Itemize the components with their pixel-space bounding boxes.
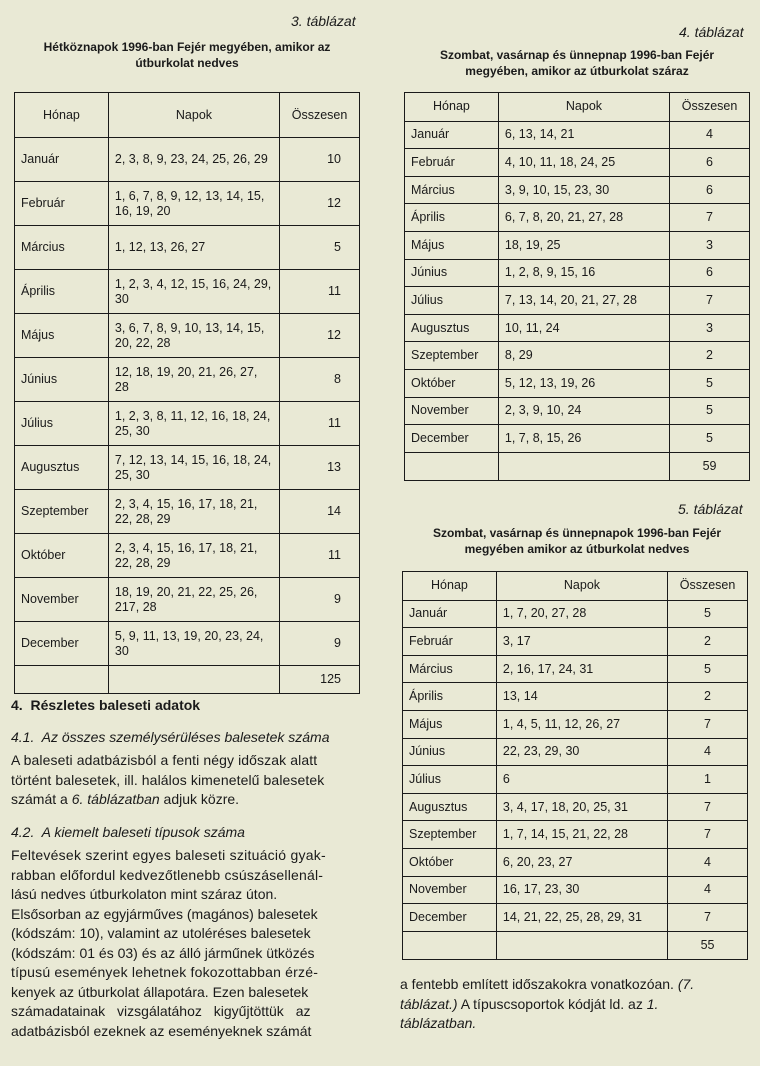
days-cell: 1, 6, 7, 8, 9, 12, 13, 14, 15, 16, 19, 20	[108, 182, 279, 226]
days-cell: 1, 12, 13, 26, 27	[108, 226, 279, 270]
table-reference: (7.	[677, 976, 695, 992]
section-heading: 4. Részletes baleseti adatok	[11, 697, 201, 713]
days-cell: 5, 12, 13, 19, 26	[498, 369, 669, 397]
table-row	[405, 397, 750, 425]
total-cell: 1	[668, 766, 748, 794]
total-cell: 7	[668, 821, 748, 849]
table3-title-line1: Hétköznapok 1996-ban Fejér megyében, amikor az	[43, 40, 331, 54]
column-header: Hónap	[403, 572, 497, 601]
table5	[402, 571, 748, 960]
month-cell: Október	[403, 848, 497, 876]
total-cell: 9	[280, 578, 360, 622]
month-cell: Október	[15, 534, 109, 578]
days-cell: 14, 21, 22, 25, 28, 29, 31	[496, 904, 667, 932]
days-cell: 22, 23, 29, 30	[496, 738, 667, 766]
empty-cell	[15, 666, 109, 694]
grand-total-cell: 59	[670, 452, 750, 480]
month-cell: December	[405, 425, 499, 453]
table-row	[405, 342, 750, 370]
empty-cell	[108, 666, 279, 694]
table5-title-line1: Szombat, vasárnap és ünnepnapok 1996-ban Fejér	[432, 526, 722, 540]
para-line: Feltevések szerint egyes baleseti szituáció gyak-	[11, 847, 326, 863]
table5-title	[404, 525, 750, 557]
table-row	[15, 446, 360, 490]
days-cell: 6, 7, 8, 20, 21, 27, 28	[498, 204, 669, 232]
table-row	[403, 821, 748, 849]
table-row	[15, 314, 360, 358]
table-row	[403, 793, 748, 821]
para-line: számadatainak vizsgálatához kigyűjtöttük az	[11, 1003, 311, 1019]
table-row	[405, 149, 750, 177]
month-cell: December	[15, 622, 109, 666]
month-cell: Május	[15, 314, 109, 358]
total-cell: 4	[670, 121, 750, 149]
month-cell: Április	[405, 204, 499, 232]
table3	[14, 92, 360, 694]
days-cell: 12, 18, 19, 20, 21, 26, 27, 28	[108, 358, 279, 402]
month-cell: Szeptember	[405, 342, 499, 370]
month-cell: December	[403, 904, 497, 932]
table-reference: 6. táblázatban	[71, 791, 160, 807]
para-line: Elsősorban az egyjárműves (magános) balesetek	[11, 905, 318, 922]
month-cell: Szeptember	[403, 821, 497, 849]
total-cell: 7	[668, 793, 748, 821]
grand-total-cell: 55	[668, 931, 748, 959]
total-cell: 14	[280, 490, 360, 534]
para-text: adjuk közre.	[159, 791, 240, 807]
para-line	[11, 790, 359, 810]
table5-label: 5. táblázat	[678, 501, 743, 517]
table-row	[15, 138, 360, 182]
days-cell: 18, 19, 25	[498, 231, 669, 259]
month-cell: Május	[403, 710, 497, 738]
table4-title	[404, 47, 750, 79]
para-line: (kódszám: 01 és 03) és az álló járműnek ütközés	[11, 944, 315, 961]
total-cell: 4	[668, 848, 748, 876]
empty-cell	[405, 452, 499, 480]
month-cell: Január	[405, 121, 499, 149]
days-cell: 1, 7, 20, 27, 28	[496, 600, 667, 628]
column-header: Összesen	[280, 93, 360, 138]
month-cell: Július	[405, 287, 499, 315]
table-row	[15, 226, 360, 270]
month-cell: Április	[403, 683, 497, 711]
para-line	[400, 975, 752, 995]
empty-cell	[403, 931, 497, 959]
month-cell: November	[15, 578, 109, 622]
total-cell: 6	[670, 259, 750, 287]
table4-title-line1: Szombat, vasárnap és ünnepnap 1996-ban Fejér	[439, 48, 715, 62]
total-cell: 7	[668, 904, 748, 932]
days-cell: 1, 7, 14, 15, 21, 22, 28	[496, 821, 667, 849]
table3-title	[14, 39, 360, 71]
month-cell: Március	[405, 176, 499, 204]
table-total-row	[405, 452, 750, 480]
total-cell: 10	[280, 138, 360, 182]
para-line: típusú események lehetnek fokozottabban érzé-	[11, 964, 319, 980]
days-cell: 8, 29	[498, 342, 669, 370]
table4-title-line2: megyében, amikor az útburkolat száraz	[465, 64, 689, 78]
table-row	[403, 738, 748, 766]
table-row	[403, 600, 748, 628]
total-cell: 12	[280, 314, 360, 358]
days-cell: 1, 2, 3, 4, 12, 15, 16, 24, 29, 30	[108, 270, 279, 314]
para-line: rabban előfordul kedvezőtlenebb csúszásellenál-	[11, 866, 324, 883]
table-row	[403, 655, 748, 683]
table-row	[405, 231, 750, 259]
column-header: Napok	[498, 93, 669, 122]
total-cell: 13	[280, 446, 360, 490]
total-cell: 7	[670, 287, 750, 315]
total-cell: 5	[670, 397, 750, 425]
days-cell: 2, 3, 4, 15, 16, 17, 18, 21, 22, 28, 29	[108, 534, 279, 578]
month-cell: Július	[15, 402, 109, 446]
column-header: Napok	[496, 572, 667, 601]
days-cell: 7, 13, 14, 20, 21, 27, 28	[498, 287, 669, 315]
days-cell: 7, 12, 13, 14, 15, 16, 18, 24, 25, 30	[108, 446, 279, 490]
days-cell: 1, 7, 8, 15, 26	[498, 425, 669, 453]
table-row	[403, 848, 748, 876]
month-cell: Január	[15, 138, 109, 182]
days-cell: 6, 20, 23, 27	[496, 848, 667, 876]
month-cell: Augusztus	[405, 314, 499, 342]
days-cell: 2, 16, 17, 24, 31	[496, 655, 667, 683]
total-cell: 9	[280, 622, 360, 666]
total-cell: 6	[670, 149, 750, 177]
table-reference: táblázatban.	[400, 1015, 477, 1031]
days-cell: 18, 19, 20, 21, 22, 25, 26, 217, 28	[108, 578, 279, 622]
total-cell: 2	[670, 342, 750, 370]
days-cell: 3, 6, 7, 8, 9, 10, 13, 14, 15, 20, 22, 28	[108, 314, 279, 358]
para-text: a fentebb említett időszakokra vonatkozóan.	[400, 976, 678, 992]
table-row	[403, 766, 748, 794]
para-line	[400, 995, 752, 1015]
total-cell: 4	[668, 738, 748, 766]
total-cell: 3	[670, 231, 750, 259]
total-cell: 12	[280, 182, 360, 226]
subsection-4-2-heading: 4.2. A kiemelt baleseti típusok száma	[11, 824, 245, 840]
table-row	[403, 683, 748, 711]
para-line: történt balesetek, ill. halálos kimenetelű balesetek	[11, 771, 325, 788]
subsection-4-1-paragraph	[11, 751, 359, 810]
days-cell: 6, 13, 14, 21	[498, 121, 669, 149]
days-cell: 16, 17, 23, 30	[496, 876, 667, 904]
subsection-4-1-heading: 4.1. Az összes személysérüléses balesetek száma	[11, 729, 330, 745]
days-cell: 3, 17	[496, 628, 667, 656]
table-header-row	[405, 93, 750, 122]
para-line: lású nedves útburkolaton mint száraz úton.	[11, 886, 278, 902]
table-header-row	[15, 93, 360, 138]
table-row	[403, 710, 748, 738]
month-cell: Január	[403, 600, 497, 628]
days-cell: 3, 4, 17, 18, 20, 25, 31	[496, 793, 667, 821]
para-text: számát a	[11, 791, 72, 807]
table-row	[405, 287, 750, 315]
table3-title-line2: útburkolat nedves	[135, 56, 239, 70]
column-header: Napok	[108, 93, 279, 138]
month-cell: Augusztus	[403, 793, 497, 821]
days-cell: 5, 9, 11, 13, 19, 20, 23, 24, 30	[108, 622, 279, 666]
days-cell: 2, 3, 9, 10, 24	[498, 397, 669, 425]
month-cell: Február	[15, 182, 109, 226]
total-cell: 11	[280, 270, 360, 314]
table-reference: táblázat.)	[400, 995, 458, 1012]
table-reference: 1.	[646, 995, 659, 1012]
total-cell: 6	[670, 176, 750, 204]
total-cell: 2	[668, 628, 748, 656]
continuation-paragraph	[400, 975, 752, 1034]
table-row	[15, 402, 360, 446]
days-cell: 1, 2, 3, 8, 11, 12, 16, 18, 24, 25, 30	[108, 402, 279, 446]
table-row	[405, 204, 750, 232]
para-line	[400, 1014, 752, 1034]
table-row	[15, 534, 360, 578]
month-cell: Június	[405, 259, 499, 287]
column-header: Összesen	[670, 93, 750, 122]
total-cell: 5	[668, 600, 748, 628]
empty-cell	[498, 452, 669, 480]
total-cell: 5	[670, 369, 750, 397]
table-row	[15, 270, 360, 314]
total-cell: 7	[670, 204, 750, 232]
month-cell: Február	[405, 149, 499, 177]
month-cell: Szeptember	[15, 490, 109, 534]
days-cell: 2, 3, 4, 15, 16, 17, 18, 21, 22, 28, 29	[108, 490, 279, 534]
table-row	[405, 176, 750, 204]
month-cell: Március	[15, 226, 109, 270]
subsection-4-2-paragraph	[11, 846, 359, 1041]
table-row	[15, 578, 360, 622]
total-cell: 8	[280, 358, 360, 402]
month-cell: November	[405, 397, 499, 425]
para-text: A típuscsoportok kódját ld. az	[457, 995, 647, 1012]
days-cell: 6	[496, 766, 667, 794]
table-row	[15, 490, 360, 534]
empty-cell	[496, 931, 667, 959]
table5-title-line2: megyében amikor az útburkolat nedves	[464, 542, 690, 556]
table-total-row	[15, 666, 360, 694]
month-cell: Augusztus	[15, 446, 109, 490]
table-row	[15, 182, 360, 226]
column-header: Összesen	[668, 572, 748, 601]
para-line: A baleseti adatbázisból a fenti négy időszak alatt	[11, 752, 318, 768]
table-row	[15, 622, 360, 666]
table-row	[403, 628, 748, 656]
month-cell: Március	[403, 655, 497, 683]
days-cell: 1, 4, 5, 11, 12, 26, 27	[496, 710, 667, 738]
total-cell: 5	[668, 655, 748, 683]
month-cell: November	[403, 876, 497, 904]
total-cell: 5	[670, 425, 750, 453]
para-line: kenyek az útburkolat állapotára. Ezen balesetek	[11, 983, 309, 1000]
table-row	[405, 259, 750, 287]
total-cell: 7	[668, 710, 748, 738]
total-cell: 2	[668, 683, 748, 711]
total-cell: 4	[668, 876, 748, 904]
total-cell: 11	[280, 534, 360, 578]
total-cell: 3	[670, 314, 750, 342]
column-header: Hónap	[405, 93, 499, 122]
table-header-row	[403, 572, 748, 601]
table-row	[403, 876, 748, 904]
month-cell: Június	[15, 358, 109, 402]
days-cell: 1, 2, 8, 9, 15, 16	[498, 259, 669, 287]
column-header: Hónap	[15, 93, 109, 138]
month-cell: Október	[405, 369, 499, 397]
days-cell: 13, 14	[496, 683, 667, 711]
month-cell: Február	[403, 628, 497, 656]
days-cell: 4, 10, 11, 18, 24, 25	[498, 149, 669, 177]
days-cell: 2, 3, 8, 9, 23, 24, 25, 26, 29	[108, 138, 279, 182]
month-cell: Április	[15, 270, 109, 314]
para-line: (kódszám: 10), valamint az utoléréses balesetek	[11, 925, 311, 941]
table-row	[15, 358, 360, 402]
table-row	[405, 425, 750, 453]
total-cell: 11	[280, 402, 360, 446]
month-cell: Július	[403, 766, 497, 794]
grand-total-cell: 125	[280, 666, 360, 694]
table-row	[405, 369, 750, 397]
total-cell: 5	[280, 226, 360, 270]
table-row	[405, 121, 750, 149]
days-cell: 10, 11, 24	[498, 314, 669, 342]
para-line: adatbázisból ezeknek az eseményeknek számát	[11, 1022, 312, 1039]
table-total-row	[403, 931, 748, 959]
days-cell: 3, 9, 10, 15, 23, 30	[498, 176, 669, 204]
table-row	[403, 904, 748, 932]
month-cell: Június	[403, 738, 497, 766]
table4-label: 4. táblázat	[679, 24, 744, 40]
table4	[404, 92, 750, 481]
month-cell: Május	[405, 231, 499, 259]
table-row	[405, 314, 750, 342]
table3-label: 3. táblázat	[291, 13, 356, 29]
